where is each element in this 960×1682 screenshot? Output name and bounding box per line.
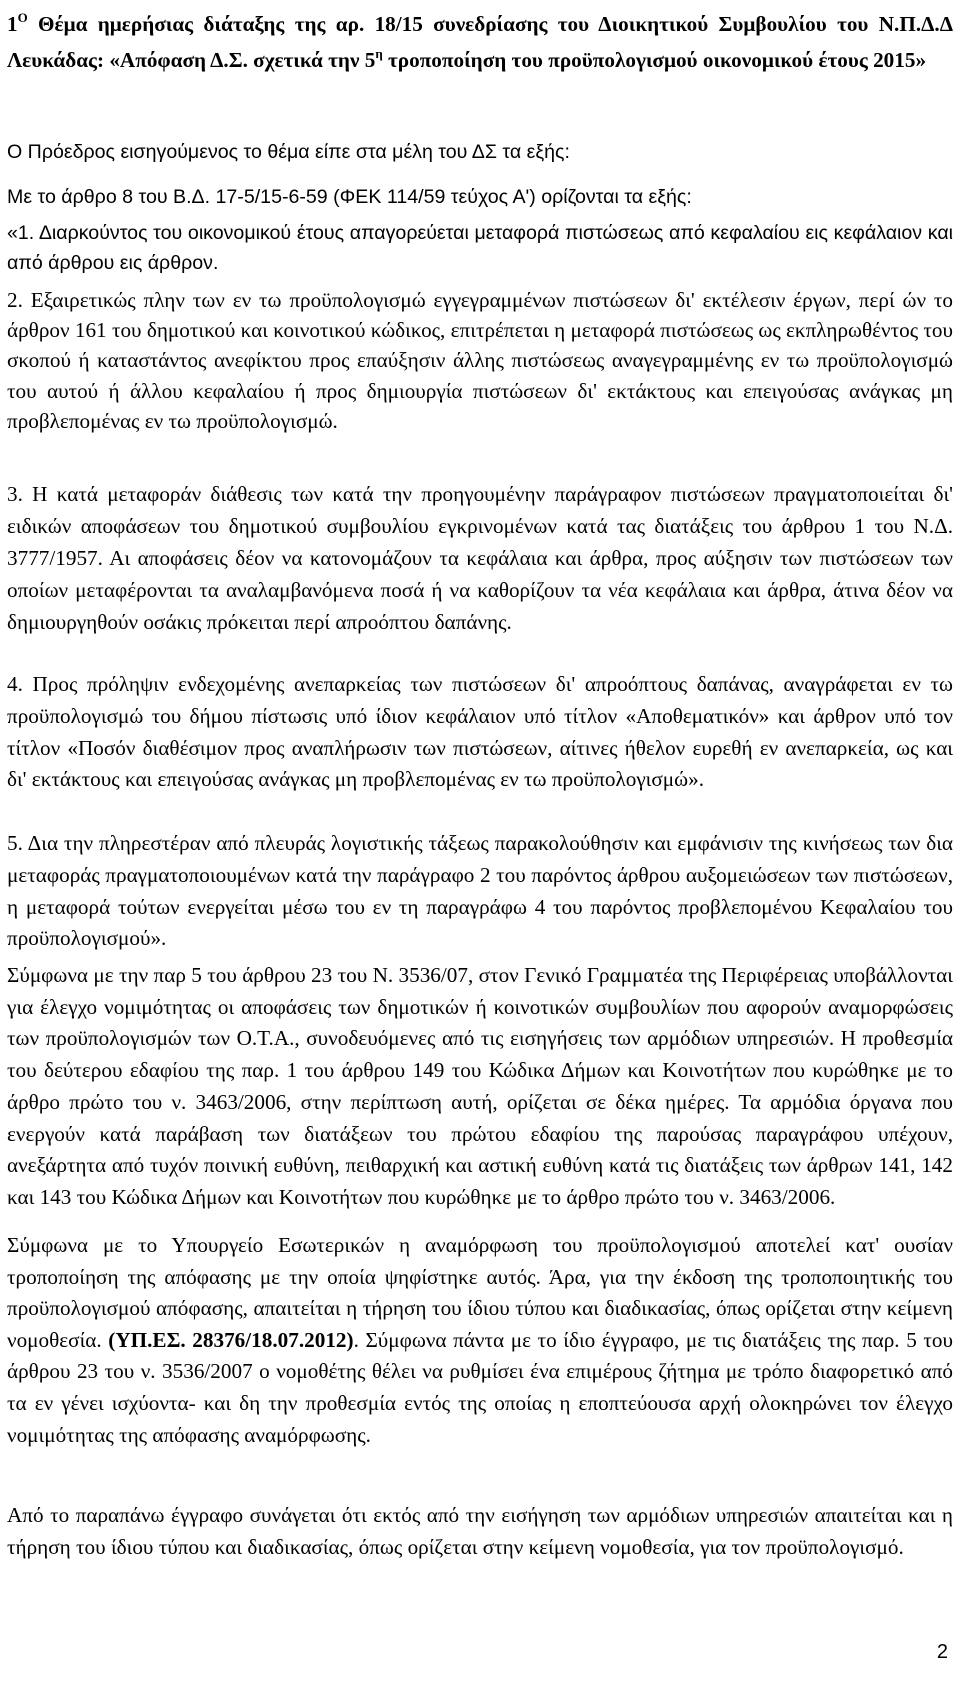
title-ordinal-superscript: Ο [17, 9, 28, 25]
title-text-part2: τροποποίηση του προϋπολογισμού οικονομικού έτους 2015» [382, 48, 927, 72]
intro-text: Ο Πρόεδρος εισηγούμενος το θέμα είπε στα μέλη του ΔΣ τα εξής: [7, 141, 570, 163]
law-paragraph-1 [7, 218, 953, 278]
section-conclusion [7, 1499, 953, 1563]
section-ministry-text-b: . Σύμφωνα πάντα με το ίδιο έγγραφο, με τις διατάξεις της παρ. 5 του άρθρου 23 του ν. 3536/2007 ο νομοθέτης θέλει να ρυθμίσει ένα επιμέρους ζήτημα με τρόπο διαφορετικό από τα εν γένει ισχύοντα- και δη την προθεσμία εντός της οποίας η εποπτεύουσα αρχή ολοκηρώνει τον έλεγχο νομιμότητας της απόφασης αναμόρφωσης. [7, 1327, 953, 1447]
law-intro-paragraph [7, 182, 953, 212]
circular-reference: (ΥΠ.ΕΣ. 28376/18.07.2012) [108, 1327, 354, 1352]
law-paragraph-3 [7, 478, 953, 638]
law-paragraph-4-text: 4. Προς πρόληψιν ενδεχομένης ανεπαρκείας των πιστώσεων δι' απροόπτους δαπάνας, αναγράφεται εν τω προϋπολογισμώ του δήμου πίστωσις υπό ίδιον κεφάλαιον υπό τίτλον «Αποθεματικόν» και άρθρον υπό τον τίτλον «Ποσόν διαθέσιμον προς αναπλήρωσιν των πιστώσεων, αίτινες ήθελον ευρεθή εν ανεπαρκεία, ως και δι' εκτάκτους και επειγούσας ανάγκας μη προβλεπομένας εν τω προϋπολογισμώ». [7, 672, 953, 792]
law-paragraph-1-text: «1. Διαρκούντος του οικονομικού έτους απαγορεύεται μεταφορά πιστώσεως από κεφαλαίου εις κεφάλαιον και από άρθρου εις άρθρον. [7, 222, 953, 275]
law-intro-text: Με το άρθρο 8 του Β.Δ. 17-5/15-6-59 (ΦΕΚ 114/59 τεύχος Α') ορίζονται τα εξής: [7, 186, 692, 208]
law-paragraph-4 [7, 669, 953, 796]
title-ordinal-superscript-2: η [375, 45, 383, 61]
section-ministry-text-a: Σύμφωνα με το Υπουργείο Εσωτερικών η αναμόρφωση του προϋπολογισμού αποτελεί κατ' ουσίαν τροποποίηση της απόφασης με την οποία ψηφίστηκε αυτός. Άρα, για την έκδοση της τροποποιητικής του προϋπολογισμού απόφασης, απαιτείται η τήρηση του ίδιου τύπου και διαδικασίας, όπως ορίζεται στην κείμενη νομοθεσία. [7, 1233, 953, 1352]
law-paragraph-3-text: 3. Η κατά μεταφοράν διάθεσις των κατά την προηγουμένην παράγραφον πιστώσεων πραγματοποιείται δι' ειδικών αποφάσεων του δημοτικού συμβουλίου εγκρινομένων κατά τας διατάξεις του άρθρου 1 του Ν.Δ. 3777/1957. Αι αποφάσεις δέον να κατονομάζουν τα κεφάλαια και άρθρα, προς αύξησιν των πιστώσεων των οποίων μεταφέρονται τα αναλαμβανόμενα ποσά ή να καθορίζουν τα νέα κεφάλαια και άρθρα, άτινα δέον να δημιουργηθούν οσάκις πρόκειται περί απροόπτου δαπάνης. [7, 482, 953, 634]
title-number: 1 [7, 12, 18, 36]
section-ministry-interior [7, 1230, 953, 1451]
law-paragraph-5-text: 5. Δια την πληρεστέραν από πλευράς λογιστικής τάξεως παρακολούθησιν και εμφάνισιν της κινήσεως των δια μεταφοράς πραγματοποιουμένων κατά την παράγραφο 2 του παρόντος άρθρου αυξομειώσεων των πιστώσεων, η μεταφορά τούτων ενεργείται μέσω του εν τη παραγράφω 4 του παρόντος προβλεπομένου Κεφαλαίου του προϋπολογισμού». [7, 831, 953, 951]
page-number: 2 [936, 1641, 948, 1663]
law-paragraph-2-text: 2. Εξαιρετικώς πλην των εν τω προϋπολογισμώ εγγεγραμμένων πιστώσεων δι' εκτέλεσιν έργων, περί ών το άρθρον 161 του δημοτικού και κοινοτικού κώδικος, επιτρέπεται η μεταφορά πιστώσεως ως εκπληρωθέντος του σκοπού ή καταστάντος ανεφίκτου προς επαύξησιν άλλης πιστώσεως αναγεγραμμένης εν τω προϋπολογισμώ του αυτού ή άλλου κεφαλαίου ή προς δημιουργία πιστώσεων δι' εκτάκτους και επειγούσας ανάγκας μη προβλεπομένας εν τω προϋπολογισμώ. [7, 288, 954, 433]
agenda-item-title [7, 6, 953, 78]
section-article-23-text: Σύμφωνα με την παρ 5 του άρθρου 23 του Ν. 3536/07, στον Γενικό Γραμματέα της Περιφέρειας υποβάλλονται για έλεγχο νομιμότητας οι αποφάσεις των δημοτικών ή κοινοτικών συμβουλίων που αφορούν αναμορφώσεις των προϋπολογισμών των Ο.Τ.Α., συνοδευόμενες από τις εισηγήσεις των αρμόδιων υπηρεσιών. Η προθεσμία του δεύτερου εδαφίου της παρ. 1 του άρθρου 149 του Κώδικα Δήμων και Κοινοτήτων που κυρώθηκε με το άρθρο πρώτο του ν. 3463/2006, στην περίπτωση αυτή, ορίζεται σε δέκα ημέρες. Τα αρμόδια όργανα που ενεργούν κατά παράβαση των διατάξεων του πρώτου εδαφίου της παρούσας παραγράφου υπέχουν, ανεξάρτητα από τυχόν ποινική ευθύνη, πειθαρχική και αστική ευθύνη κατά τις διατάξεις των άρθρων 141, 142 και 143 του Κώδικα Δήμων και Κοινοτήτων που κυρώθηκε με το άρθρο πρώτο του ν. 3463/2006. [7, 963, 953, 1209]
section-article-23 [7, 960, 953, 1214]
section-ministry-interior-text [7, 1230, 953, 1451]
law-paragraph-5 [7, 828, 953, 955]
title-text-part1: Θέμα ημερήσιας διάταξης της αρ. 18/15 συνεδρίασης του Διοικητικού Συμβουλίου του Ν.Π.Δ.Δ Λευκάδας: «Απόφαση Δ.Σ. σχετικά την 5 [7, 12, 953, 72]
section-conclusion-text: Από το παραπάνω έγγραφο συνάγεται ότι εκτός από την εισήγηση των αρμόδιων υπηρεσιών απαιτείται και η τήρηση του ίδιου τύπου και διαδικασίας, όπως ορίζεται στην κείμενη νομοθεσία, για τον προϋπολογισμό. [7, 1503, 953, 1559]
intro-paragraph [7, 135, 953, 169]
law-paragraph-2 [7, 285, 953, 436]
